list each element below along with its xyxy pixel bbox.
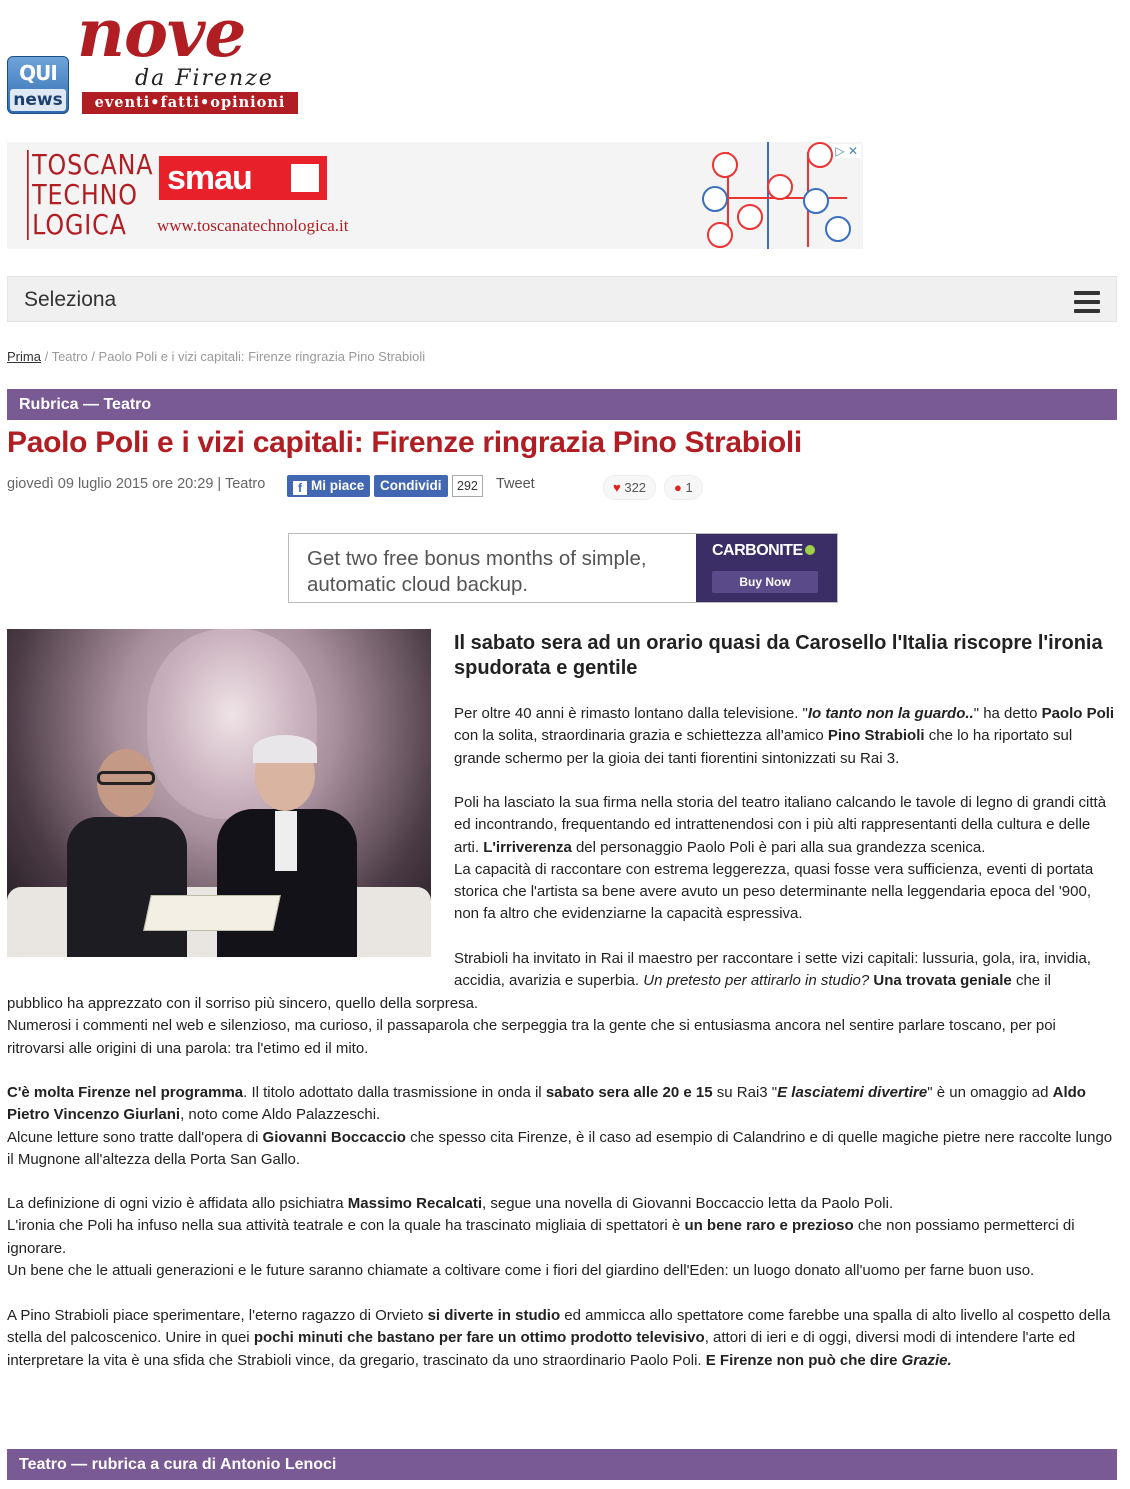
- clock-icon: [712, 152, 738, 178]
- banner-ad[interactable]: [7, 142, 863, 249]
- comments-button[interactable]: ● 1: [664, 475, 703, 500]
- breadcrumb-current: Paolo Poli e i vizi capitali: Firenze ringrazia Pino Strabioli: [98, 349, 426, 364]
- hearts-button[interactable]: ♥ 322: [603, 475, 656, 500]
- nav-label: Seleziona: [24, 288, 117, 311]
- footer-rubric-header: Teatro — rubrica a cura di Antonio Lenoci: [7, 1449, 1117, 1480]
- article-title: Paolo Poli e i vizi capitali: Firenze ringrazia Pino Strabioli: [7, 426, 802, 459]
- carbonite-logo: CARBONITE: [712, 542, 815, 560]
- logo-da-firenze: da Firenze: [135, 66, 274, 91]
- article-paragraph: La definizione di ogni vizio è affidata allo psichiatra Massimo Recalcati, segue una novella di Giovanni Boccaccio letta da Paolo Poli. L'ironia che Poli ha infuso nella sua attività teatrale e con la quale ha trascinato migliaia di spettatori è un bene raro e prezioso che non possiamo permetterci di ignorare. Un bene che le attuali generazioni e le future saranno chiamate a coltivare come i fiori del giardino dell'Eden: un luogo donato all'uomo per farne buon uso.: [7, 1195, 1075, 1279]
- logo-tagline: eventi•fatti•opinioni: [82, 92, 298, 114]
- article-paragraph: pubblico ha apprezzato con il sorriso più sincero, quello della sorpresa. Numerosi i commenti nel web e silenzioso, ma curioso, il passaparola che serpeggia tra la gente che si entusiasma ancora nel sentire parlare toscano, per poi ritrovarsi alle origini di una parola: tra l'etimo ed il mito.: [7, 995, 1056, 1057]
- smau-logo: smau: [159, 156, 327, 200]
- facebook-share-button[interactable]: Condividi: [374, 475, 448, 497]
- banner-brand: TOSCANA TECHNO LOGICA: [27, 150, 121, 240]
- article-paragraph: A Pino Strabioli piace sperimentare, l'eterno ragazzo di Orvieto si diverte in studio ed ammicca allo spettatore come farebbe una spalla di alto livello al cospetto della stella del palcoscenico. Unire in quei pochi minuti che bastano per fare un ottimo prodotto televisivo, attori di ieri e di oggi, diversi modi di intendere l'arte ed interpretare la vita è una sfida che Strabioli vince, da gregario, trascinato da uno straordinario Paolo Poli. E Firenze non può che dire Grazie.: [7, 1307, 1111, 1369]
- comment-icon: ●: [674, 480, 682, 495]
- article-category-link[interactable]: Teatro: [224, 476, 266, 492]
- breadcrumb-home-link[interactable]: Prima: [7, 349, 41, 364]
- article-meta: giovedì 09 luglio 2015 ore 20:29 | Teatro: [7, 476, 266, 492]
- circuit-line: [767, 142, 769, 249]
- cart-icon: [767, 174, 793, 200]
- lock-icon: [803, 188, 829, 214]
- ad-choices-icon[interactable]: ▷ ✕: [832, 144, 861, 158]
- award-icon: [702, 186, 728, 212]
- factory-icon: [707, 222, 733, 248]
- article-paragraph: Per oltre 40 anni è rimasto lontano dalla televisione. "Io tanto non la guardo.." ha detto Paolo Poli con la solita, straordinaria grazia e schiettezza all'amico Pino Strabioli che lo ha riportato sul grande schermo per la gioia dei tanti fiorentini sintonizzati su Rai 3.: [454, 705, 1115, 767]
- timer-icon: [825, 216, 851, 242]
- nav-select-menu[interactable]: [7, 276, 1117, 322]
- phone-icon: [807, 142, 833, 168]
- article-lead: Il sabato sera ad un orario quasi da Carosello l'Italia riscopre l'ironia spudorata e gentile: [454, 632, 1103, 679]
- article-paragraph: C'è molta Firenze nel programma. Il titolo adottato dalla trasmissione in onda il sabato sera alle 20 e 15 su Rai3 "E lasciatemi divertire" è un omaggio ad Aldo Pietro Vincenzo Giurlani, noto come Aldo Palazzeschi. Alcune letture sono tratte dall'opera di Giovanni Boccaccio che spesso cita Firenze, è il caso ad esempio di Calandrino e di quelle magiche pietre nere raccolte lungo il Mugnone all'altezza della Porta San Gallo.: [7, 1084, 1113, 1168]
- article-paragraph: Poli ha lasciato la sua firma nella storia del teatro italiano calcando le tavole di legno di grandi città ed incontrando, frequentando ed intrattenendosi con i più alti rappresentanti della cultura e delle arti. L'irriverenza del personaggio Paolo Poli è pari alla sua grandezza scenica. La capacità di raccontare con estrema leggerezza, quasi fosse vera sufficienza, eventi di portata storica che l'artista sa bene avere avuto un peso determinante nella leggendaria epoca del '900, non fa altro che evidenziarne la capacità espressiva.: [454, 794, 1107, 923]
- breadcrumb: Prima / Teatro / Paolo Poli e i vizi capitali: Firenze ringrazia Pino Strabioli: [7, 349, 426, 364]
- article-paragraph: Strabioli ha invitato in Rai il maestro per raccontare i sette vizi capitali: lussuria, gola, ira, invidia, accidia, avarizia e superbia. Un pretesto per attirarlo in studio? Una trovata geniale che il: [454, 950, 1091, 990]
- hamburger-icon[interactable]: [1074, 291, 1100, 313]
- rubric-header: Rubrica — Teatro: [7, 389, 1117, 420]
- buy-now-button[interactable]: Buy Now: [712, 571, 818, 593]
- carbonite-ad[interactable]: Get two free bonus months of simple, automatic cloud backup. CARBONITE Buy Now: [288, 533, 838, 603]
- tweet-button[interactable]: Tweet: [496, 476, 535, 492]
- article-photo: [7, 629, 431, 957]
- facebook-like-button[interactable]: f Mi piace: [287, 475, 370, 497]
- banner-url: www.toscanatechnologica.it: [157, 216, 349, 235]
- breadcrumb-section[interactable]: Teatro: [51, 349, 88, 364]
- share-count: 292: [452, 475, 483, 497]
- facebook-icon: f: [293, 481, 307, 495]
- site-logo[interactable]: [7, 0, 299, 118]
- heart-icon: ♥: [613, 480, 621, 495]
- article-date: giovedì 09 luglio 2015 ore 20:29: [7, 476, 214, 492]
- quinews-logo: QUI news: [7, 56, 69, 114]
- logo-nove: nove: [77, 0, 246, 72]
- bag-icon: [737, 204, 763, 230]
